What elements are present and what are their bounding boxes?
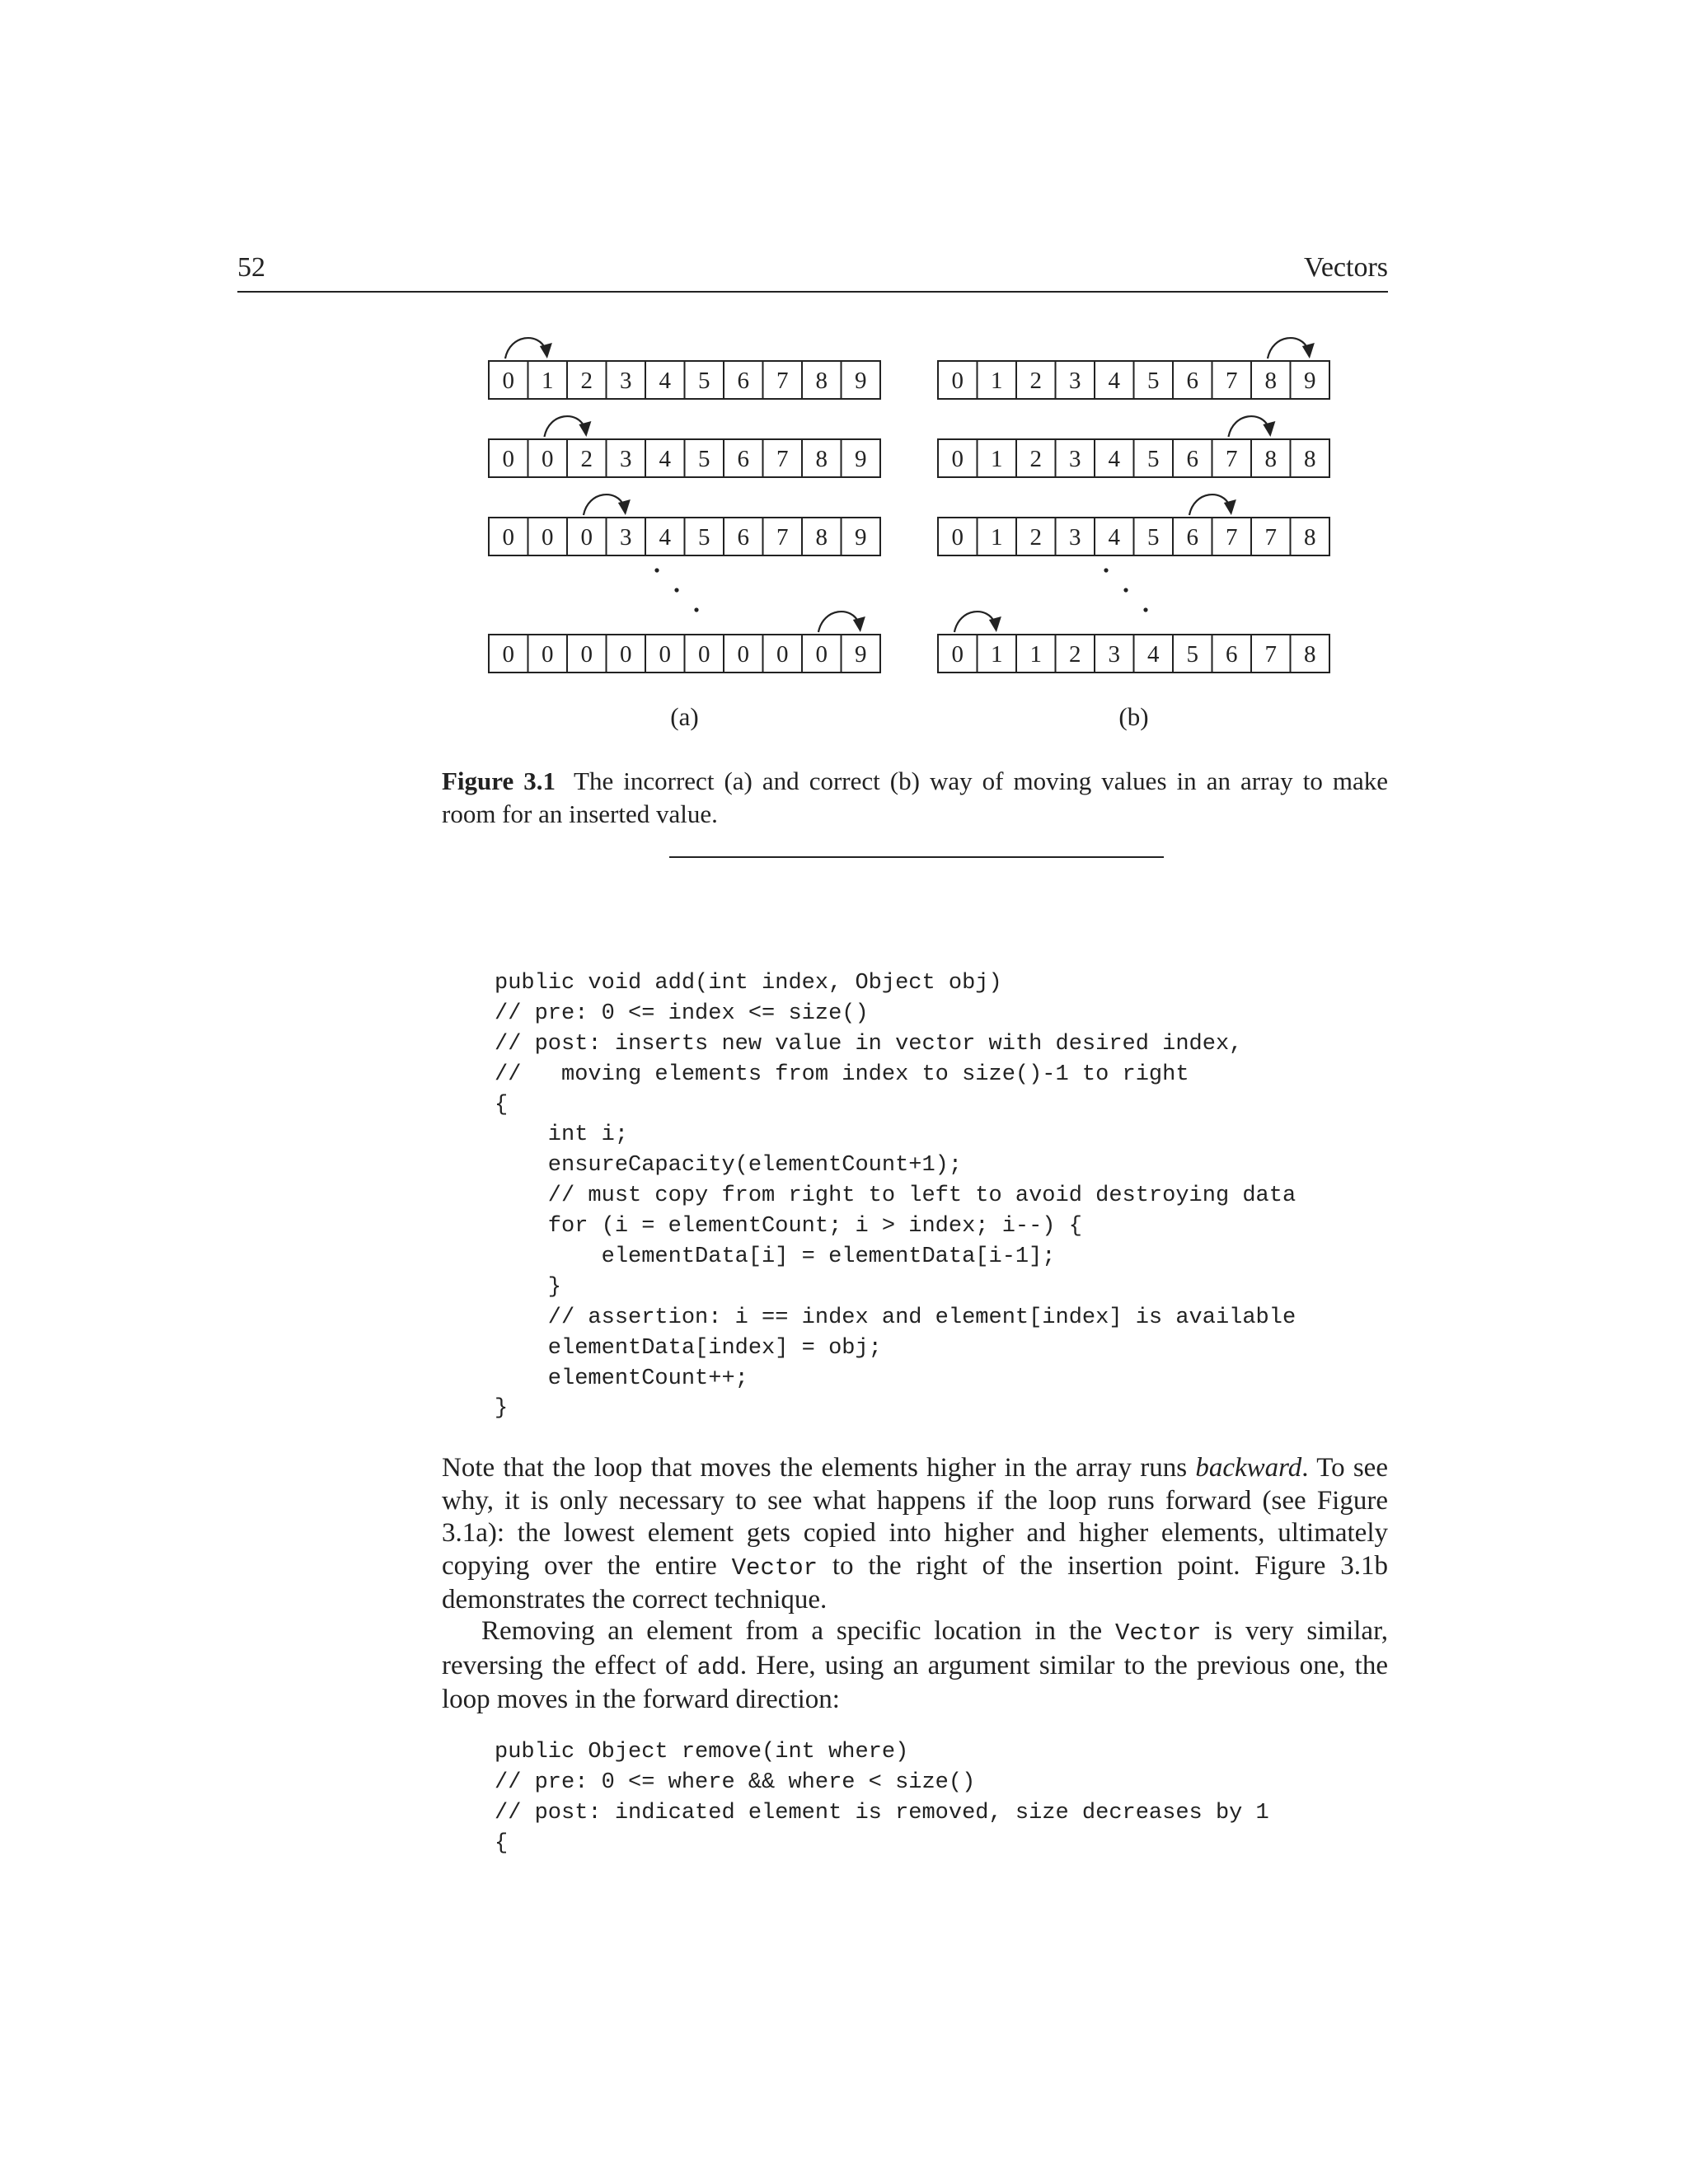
- array-cell: [724, 361, 763, 399]
- cell-value: 9: [1304, 368, 1316, 394]
- array-cell: [763, 518, 803, 555]
- cell-value: 4: [1108, 524, 1120, 551]
- cell-value: 5: [698, 368, 710, 394]
- cell-value: 8: [1264, 446, 1277, 472]
- array-row: [938, 416, 1329, 477]
- code-line: // pre: 0 <= index <= size(): [495, 1001, 869, 1026]
- array-panel: [938, 338, 1329, 731]
- array-cell: [1251, 439, 1291, 477]
- array-cell: [1134, 635, 1174, 673]
- figure-3-1-diagram: [0, 0, 1688, 742]
- text-run: to the right of the insertion point. Figure 3.1b demonstrates the correct technique.: [442, 1550, 1389, 1615]
- cell-value: 0: [737, 641, 749, 668]
- array-cell: [1095, 361, 1134, 399]
- cell-value: 2: [1029, 446, 1042, 472]
- cell-value: 6: [737, 446, 749, 472]
- array-cell: [1095, 518, 1134, 555]
- array-cell: [978, 518, 1017, 555]
- code-listing-add: [495, 968, 1296, 1424]
- array-cell: [1134, 518, 1174, 555]
- text-run: is very similar, reversing the effect of: [442, 1616, 1388, 1680]
- shift-arrow: [954, 612, 1001, 632]
- cell-value: 6: [1226, 641, 1238, 668]
- cell-value: 8: [815, 368, 828, 394]
- array-cell: [938, 518, 978, 555]
- array-cell: [1016, 635, 1056, 673]
- cell-value: 8: [1304, 524, 1316, 551]
- cell-value: 0: [502, 524, 514, 551]
- text-run: . Here, using an argument similar to the previous one, the loop moves in the forward direction:: [442, 1650, 1388, 1715]
- shift-arrow: [818, 612, 865, 632]
- cell-value: 0: [580, 641, 593, 668]
- array-cell: [645, 361, 685, 399]
- cell-value: 5: [1147, 368, 1160, 394]
- text-run: Removing an element from a specific location in the: [481, 1616, 1115, 1646]
- code-line: elementData[index] = obj;: [495, 1335, 882, 1361]
- code-line: public Object remove(int where): [495, 1740, 909, 1765]
- array-cell: [763, 635, 803, 673]
- panel-label: (a): [670, 702, 699, 731]
- array-cell: [528, 439, 568, 477]
- array-cell: [724, 635, 763, 673]
- array-cell: [1016, 361, 1056, 399]
- cell-value: 4: [1108, 368, 1120, 394]
- array-cell: [685, 439, 724, 477]
- array-row: [938, 612, 1329, 673]
- shift-arrow: [544, 416, 591, 437]
- array-cell: [489, 635, 528, 673]
- array-cell: [842, 518, 881, 555]
- code-line: public void add(int index, Object obj): [495, 971, 1002, 996]
- array-cell: [1212, 518, 1252, 555]
- array-cell: [938, 439, 978, 477]
- cell-value: 4: [659, 368, 671, 394]
- inline-code: Vector: [1114, 1619, 1202, 1647]
- array-row: [489, 494, 880, 555]
- cell-value: 7: [776, 446, 789, 472]
- array-cell: [645, 439, 685, 477]
- cell-value: 0: [620, 641, 632, 668]
- code-listing-remove: [495, 1737, 1269, 1859]
- chapter-title: Vectors: [1304, 252, 1388, 283]
- array-cell: [1251, 361, 1291, 399]
- cell-value: 6: [1186, 446, 1198, 472]
- array-cell: [1291, 518, 1330, 555]
- array-cell: [1095, 635, 1134, 673]
- cell-value: 3: [1069, 524, 1081, 551]
- array-row: [489, 612, 880, 673]
- array-cell: [607, 635, 646, 673]
- array-cell: [1291, 439, 1330, 477]
- code-line: {: [495, 1092, 509, 1118]
- cell-value: 5: [1147, 446, 1160, 472]
- cell-value: 0: [951, 524, 964, 551]
- cell-value: 0: [815, 641, 828, 668]
- code-line: // moving elements from index to size()-1 to right: [495, 1062, 1189, 1087]
- cell-value: 7: [776, 524, 789, 551]
- array-cell: [802, 518, 842, 555]
- body-paragraph: [442, 1452, 1388, 1617]
- array-row: [938, 338, 1329, 399]
- cell-value: 0: [580, 524, 593, 551]
- cell-value: 3: [620, 446, 632, 472]
- cell-value: 6: [1186, 368, 1198, 394]
- cell-value: 7: [1226, 368, 1238, 394]
- array-cell: [842, 635, 881, 673]
- cell-value: 5: [1186, 641, 1198, 668]
- text-run: Note that the loop that moves the elements higher in the array runs: [442, 1453, 1196, 1483]
- array-cell: [1056, 518, 1095, 555]
- cell-value: 7: [1226, 524, 1238, 551]
- array-cell: [1056, 361, 1095, 399]
- cell-value: 0: [542, 524, 554, 551]
- array-cell: [645, 518, 685, 555]
- array-cell: [938, 635, 978, 673]
- cell-value: 5: [1147, 524, 1160, 551]
- array-cell: [1173, 518, 1212, 555]
- array-cell: [567, 439, 607, 477]
- cell-value: 4: [1108, 446, 1120, 472]
- array-cell: [528, 518, 568, 555]
- array-cell: [978, 361, 1017, 399]
- array-panel: [489, 338, 880, 731]
- array-cell: [1095, 439, 1134, 477]
- cell-value: 5: [698, 524, 710, 551]
- cell-value: 6: [737, 524, 749, 551]
- array-cell: [802, 361, 842, 399]
- caption-rule: [669, 856, 1164, 858]
- array-cell: [724, 439, 763, 477]
- cell-value: 8: [1264, 368, 1277, 394]
- code-line: ensureCapacity(elementCount+1);: [495, 1153, 963, 1179]
- code-line: int i;: [495, 1122, 629, 1148]
- cell-value: 0: [542, 641, 554, 668]
- array-cell: [1016, 439, 1056, 477]
- cell-value: 7: [1264, 641, 1277, 668]
- code-line: // post: inserts new value in vector with desired index,: [495, 1031, 1243, 1057]
- cell-value: 6: [1186, 524, 1198, 551]
- cell-value: 5: [698, 446, 710, 472]
- cell-value: 1: [991, 446, 1003, 472]
- cell-value: 0: [659, 641, 671, 668]
- cell-value: 2: [1069, 641, 1081, 668]
- cell-value: 3: [1069, 446, 1081, 472]
- array-cell: [763, 439, 803, 477]
- cell-value: 9: [855, 524, 867, 551]
- cell-value: 8: [815, 446, 828, 472]
- array-cell: [978, 635, 1017, 673]
- code-line: {: [495, 1830, 509, 1856]
- array-cell: [1173, 361, 1212, 399]
- cell-value: 8: [1304, 641, 1316, 668]
- shift-arrow: [1268, 338, 1315, 359]
- array-cell: [1212, 361, 1252, 399]
- cell-value: 9: [855, 641, 867, 668]
- array-row: [489, 338, 880, 399]
- cell-value: 9: [855, 368, 867, 394]
- array-cell: [1016, 518, 1056, 555]
- code-line: // post: indicated element is removed, size decreases by 1: [495, 1800, 1269, 1825]
- array-row: [489, 416, 880, 477]
- code-line: // must copy from right to left to avoid destroying data: [495, 1183, 1296, 1209]
- cell-value: 0: [951, 368, 964, 394]
- array-cell: [938, 361, 978, 399]
- cell-value: 0: [542, 446, 554, 472]
- cell-value: 8: [1304, 446, 1316, 472]
- cell-value: 7: [1226, 446, 1238, 472]
- array-cell: [489, 518, 528, 555]
- cell-value: 3: [620, 524, 632, 551]
- figure-caption-text: The incorrect (a) and correct (b) way of moving values in an array to make room for an inserted value.: [442, 766, 1388, 828]
- cell-value: 2: [580, 446, 593, 472]
- array-cell: [528, 635, 568, 673]
- array-cell: [607, 361, 646, 399]
- cell-value: 0: [951, 446, 964, 472]
- cell-value: 3: [1069, 368, 1081, 394]
- cell-value: 6: [737, 368, 749, 394]
- array-cell: [489, 439, 528, 477]
- figure-caption-label: Figure 3.1: [442, 766, 556, 795]
- cell-value: 3: [620, 368, 632, 394]
- cell-value: 4: [659, 524, 671, 551]
- array-cell: [763, 361, 803, 399]
- panel-label: (b): [1118, 702, 1149, 731]
- cell-value: 1: [542, 368, 554, 394]
- cell-value: 0: [776, 641, 789, 668]
- array-cell: [802, 635, 842, 673]
- cell-value: 3: [1108, 641, 1120, 668]
- array-cell: [1056, 439, 1095, 477]
- text-run: . To see why, it is only necessary to see what happens if the loop runs forward (see Figure 3.1a): the lowest element gets copied into higher and higher elements, ultimately copying over the entire: [442, 1453, 1388, 1581]
- array-cell: [1212, 439, 1252, 477]
- array-cell: [685, 635, 724, 673]
- array-cell: [1173, 439, 1212, 477]
- array-cell: [1134, 361, 1174, 399]
- cell-value: 1: [991, 524, 1003, 551]
- code-line: elementData[i] = elementData[i-1];: [495, 1244, 1056, 1270]
- array-cell: [1251, 635, 1291, 673]
- cell-value: 4: [1147, 641, 1160, 668]
- code-line: }: [495, 1274, 562, 1300]
- cell-value: 1: [991, 641, 1003, 668]
- array-cell: [1291, 361, 1330, 399]
- code-line: }: [495, 1396, 509, 1422]
- cell-value: 2: [1029, 368, 1042, 394]
- cell-value: 1: [991, 368, 1003, 394]
- inline-code: Vector: [731, 1554, 818, 1582]
- cell-value: 8: [815, 524, 828, 551]
- cell-value: 1: [1029, 641, 1042, 668]
- array-cell: [1212, 635, 1252, 673]
- cell-value: 2: [580, 368, 593, 394]
- shift-arrow: [1189, 494, 1236, 515]
- array-cell: [567, 518, 607, 555]
- code-line: elementCount++;: [495, 1366, 748, 1391]
- cell-value: 9: [855, 446, 867, 472]
- array-cell: [724, 518, 763, 555]
- ellipsis-dots: [654, 568, 698, 612]
- cell-value: 0: [698, 641, 710, 668]
- code-line: for (i = elementCount; i > index; i--) {: [495, 1214, 1082, 1240]
- shift-arrow: [505, 338, 552, 359]
- array-cell: [567, 361, 607, 399]
- shift-arrow: [584, 494, 631, 515]
- cell-value: 0: [951, 641, 964, 668]
- array-cell: [978, 439, 1017, 477]
- array-cell: [607, 518, 646, 555]
- array-cell: [1056, 635, 1095, 673]
- array-cell: [645, 635, 685, 673]
- emphasis-text: backward: [1195, 1453, 1302, 1483]
- code-line: // assertion: i == index and element[index] is available: [495, 1305, 1296, 1330]
- cell-value: 0: [502, 446, 514, 472]
- array-cell: [685, 361, 724, 399]
- figure-caption: [442, 765, 1388, 831]
- array-cell: [842, 361, 881, 399]
- ellipsis-dots: [1104, 568, 1147, 612]
- cell-value: 0: [502, 368, 514, 394]
- cell-value: 4: [659, 446, 671, 472]
- body-paragraph: [442, 1615, 1388, 1717]
- array-cell: [489, 361, 528, 399]
- array-cell: [802, 439, 842, 477]
- cell-value: 7: [776, 368, 789, 394]
- array-cell: [1251, 518, 1291, 555]
- cell-value: 7: [1264, 524, 1277, 551]
- array-cell: [1291, 635, 1330, 673]
- inline-code: add: [696, 1653, 740, 1681]
- cell-value: 0: [502, 641, 514, 668]
- array-row: [938, 494, 1329, 555]
- code-line: // pre: 0 <= where && where < size(): [495, 1769, 976, 1795]
- cell-value: 2: [1029, 524, 1042, 551]
- array-cell: [1134, 439, 1174, 477]
- page-number: 52: [237, 252, 265, 283]
- array-cell: [607, 439, 646, 477]
- array-cell: [567, 635, 607, 673]
- array-cell: [528, 361, 568, 399]
- shift-arrow: [1228, 416, 1275, 437]
- array-cell: [1173, 635, 1212, 673]
- array-cell: [685, 518, 724, 555]
- array-cell: [842, 439, 881, 477]
